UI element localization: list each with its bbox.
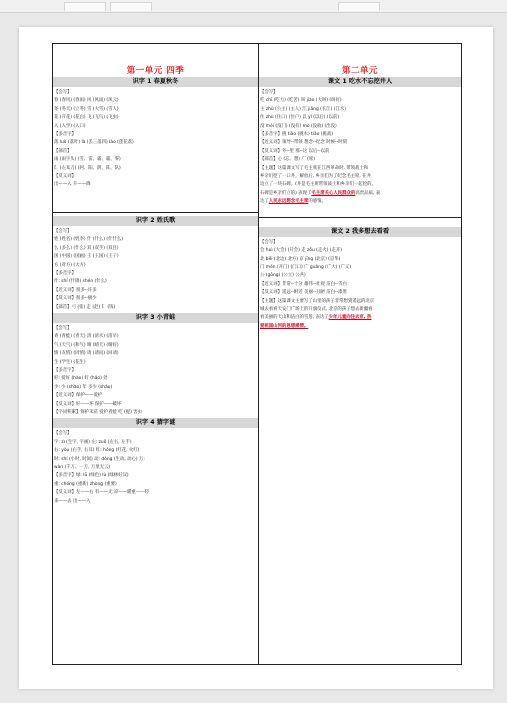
text-line: 么 (多么) (什么) 双 (双手) (双目) — [54, 245, 119, 251]
text-line: 【会写】 — [260, 239, 278, 245]
text-line: 【多音字】绿: lǜ (绿色) lù (绿林好汉) — [54, 473, 129, 479]
text-line: 【部首】弓 (张) 走 (赵) 钅 (钱) — [54, 304, 116, 310]
theme-line: 爱祖国山河的思想感情。 — [260, 323, 309, 329]
text-line: 【多音字】 — [54, 270, 76, 276]
document-page — [19, 27, 493, 689]
lesson-title: 识字 3 小青蛙 — [53, 313, 258, 323]
lesson-title: 识字 4 猜字谜 — [53, 418, 258, 428]
unit-title: 第一单元 四季 — [126, 66, 185, 76]
text-line: 【近义词】非常--十分 雄伟--壮观 洁白--雪白 — [260, 281, 347, 287]
lesson-theme — [259, 165, 461, 190]
text-line: 【近义词】保护——爱护 — [54, 393, 103, 399]
lesson-theme — [259, 298, 461, 315]
text-line: 入 (入学) (入口) — [54, 123, 86, 129]
text-line: 【会写】 — [54, 90, 72, 95]
lesson-content — [259, 239, 461, 298]
toolbar-tab[interactable] — [338, 2, 380, 11]
text-line: 【反义词】很多--极少 — [54, 296, 97, 302]
text-line: 【反义词】 — [54, 174, 76, 180]
text-line: 【主题】这篇课文主要写了山里的孩子非常想到遥远的北京 — [260, 298, 375, 304]
lesson-title: 课文 1 吃水不忘挖井人 — [259, 77, 461, 87]
text-line: 国 (中国) (国画) 王 (王国) (王子) — [54, 254, 119, 260]
text-line: 气 (天气) (和气) 晴 (晴天) (晴好) — [54, 342, 119, 348]
left-column — [53, 44, 259, 664]
toolbar-tab[interactable] — [110, 2, 152, 11]
text-line: 【多音字】 — [54, 132, 76, 138]
text-line: 【字词积累】保护禾苗 爱护青蛙 吃 (捉) 害虫 — [54, 410, 143, 415]
text-line: 会 huì (大会) (开会) 走 zǒu (走火) (走开) — [260, 248, 342, 254]
text-line: 重: chóng (重新) zhòng (重要) — [54, 481, 117, 487]
text-line: 【部首】心 (忘、想) 广 (席) — [260, 157, 315, 163]
text-line: 城去看看天安门广场上的升旗仪式, 北京的孩子想去新疆看 — [260, 306, 373, 312]
text-line: 【主题】这篇课文写了毛主席在江西革命时, 带领战士和 — [260, 165, 369, 171]
theme-line: 看美丽的天山和洁白的雪莲, 表达了少年儿童向往去京, 热 — [260, 315, 372, 321]
text-line: 【反义词】好——坏 保护——破坏 — [54, 401, 122, 407]
text-line: 阝 (左耳刀) (阿、阳、阴、阵、队) — [54, 165, 121, 171]
text-line: 【反义词】外--里 那--这 以后--以前 — [260, 148, 330, 154]
text-line: 【会写】 — [54, 431, 72, 437]
text-line: 吃 chī (吃力) (吃苦) 叫 jiào (大叫) (叫好) — [260, 98, 342, 104]
lesson-content — [53, 430, 258, 506]
text-line: 没 méi (没门) (没有) mò (没收) (出没) — [260, 123, 337, 129]
text-line: 方 (对方) (大方) — [54, 262, 86, 268]
text-line: 【近义词】领导--带领 想念--纪念 时候--时刻 — [260, 140, 347, 146]
right-column — [259, 44, 461, 664]
text-line: 姓 (姓名) (姓李) 什 (什么) (什什么) — [54, 237, 123, 243]
text-line: 【会写】 — [260, 90, 278, 95]
text-line: 北 běi (北边) 北方) 京 jīng (北京) (京华) — [260, 256, 341, 262]
text-line: 右: yòu (右手, 右耳) 红: hóng (红花, 火红) — [54, 448, 140, 454]
theme-line: 达了人民永远想念毛主席的感情。 — [260, 199, 326, 205]
text-line: 青 (青蛙) (青天) 清 (清水) (清早) — [54, 334, 119, 340]
text-line: 【反义词】遥远--附近 美丽--丑陋 洁白--漆黑 — [260, 290, 347, 296]
window-toolbar — [0, 0, 507, 13]
text-line: 冬 (冬天) (立冬) 雪 (大雪) (雪人) — [54, 106, 119, 112]
lesson-title: 识字 2 姓氏歌 — [53, 216, 258, 226]
text-line: 边立了一块石碑。(井是毛主席带领战士和乡亲们一起挖的, — [260, 182, 373, 188]
toolbar-tab[interactable] — [64, 2, 106, 11]
worksheet — [52, 43, 462, 665]
text-line: 【近义词】很多--许多 — [54, 287, 97, 293]
lesson-title: 课文 2 我多想去看看 — [259, 227, 461, 237]
lesson-content — [53, 228, 258, 312]
text-line: 情 (友情) (同情) 请 (请问) (回请) — [54, 351, 119, 357]
text-line: 公 (gōng) (公立) 公共) — [260, 273, 306, 279]
lesson-title: 识字 1 春夏秋冬 — [53, 77, 258, 87]
text-line: wàn (千万、一万, 万里无云) — [54, 465, 111, 471]
text-line: 【反义词】左——右 有——无 凉——暖重——轻 — [54, 490, 149, 496]
text-line: 门 mén (开门) (门口) 广 guǎng (广大) (广义) — [260, 264, 351, 270]
text-line: 好: 爱好 (hào) 好 (hǎo) 处 — [54, 376, 108, 382]
text-line: 生 (学生) (花生) — [54, 359, 86, 365]
text-line: 春 (春风) (春雨) 风 (风雨) (风云) — [54, 98, 119, 104]
text-line: 字: zì (生字, 字画) 左: zuǒ (左右, 左手) — [54, 439, 132, 445]
text-line: 雨 (雨字头) (雪、雷、霜、霜、零) — [54, 157, 121, 163]
text-line: 出——入 升——降 — [54, 182, 91, 188]
lesson-content — [259, 89, 461, 165]
unit-title: 第二单元 — [341, 66, 378, 76]
text-line: 【多音字】挑 tiāo (挑水) tiǎo (挑战) — [260, 132, 333, 138]
text-line: 来——去 出——入 — [54, 498, 91, 504]
text-line: 少: 少 (shào) 年 多少 (shǎo) — [54, 384, 113, 390]
text-line: 花 (开花) (花白) 飞 (飞鸟) (飞虫) — [54, 115, 119, 121]
text-line: 住 zhù (住口) (住户) 以 yǐ (以后) (以前) — [260, 115, 340, 121]
text-line: 什: shí (什锦) shén (什么) — [54, 279, 107, 285]
text-line: 落 luò (落叶) là (丢三落四) lào (莲花落) — [54, 140, 134, 146]
lesson-content — [53, 89, 258, 190]
theme-line: 石碑是乡亲们立的) 表现了毛主席关心人民群众的高贵品质, 表 — [260, 190, 381, 196]
text-line: 乡亲们挖了一口井。解放后, 乡亲们为了纪念毛主席, 在井 — [260, 174, 371, 180]
text-line: 【会写】 — [54, 325, 72, 331]
text-line: 【多音字】 — [54, 367, 76, 373]
text-line: 主 zhǔ (公主) (主人) 江 jiāng (长江) (江水) — [260, 106, 346, 112]
text-line: 时: shí (小时, 时间) 动: dòng (生动, 动心) 万: — [54, 456, 145, 462]
text-line: 【部首】 — [54, 148, 72, 154]
text-line: 【会写】 — [54, 228, 72, 234]
lesson-content — [53, 325, 258, 417]
